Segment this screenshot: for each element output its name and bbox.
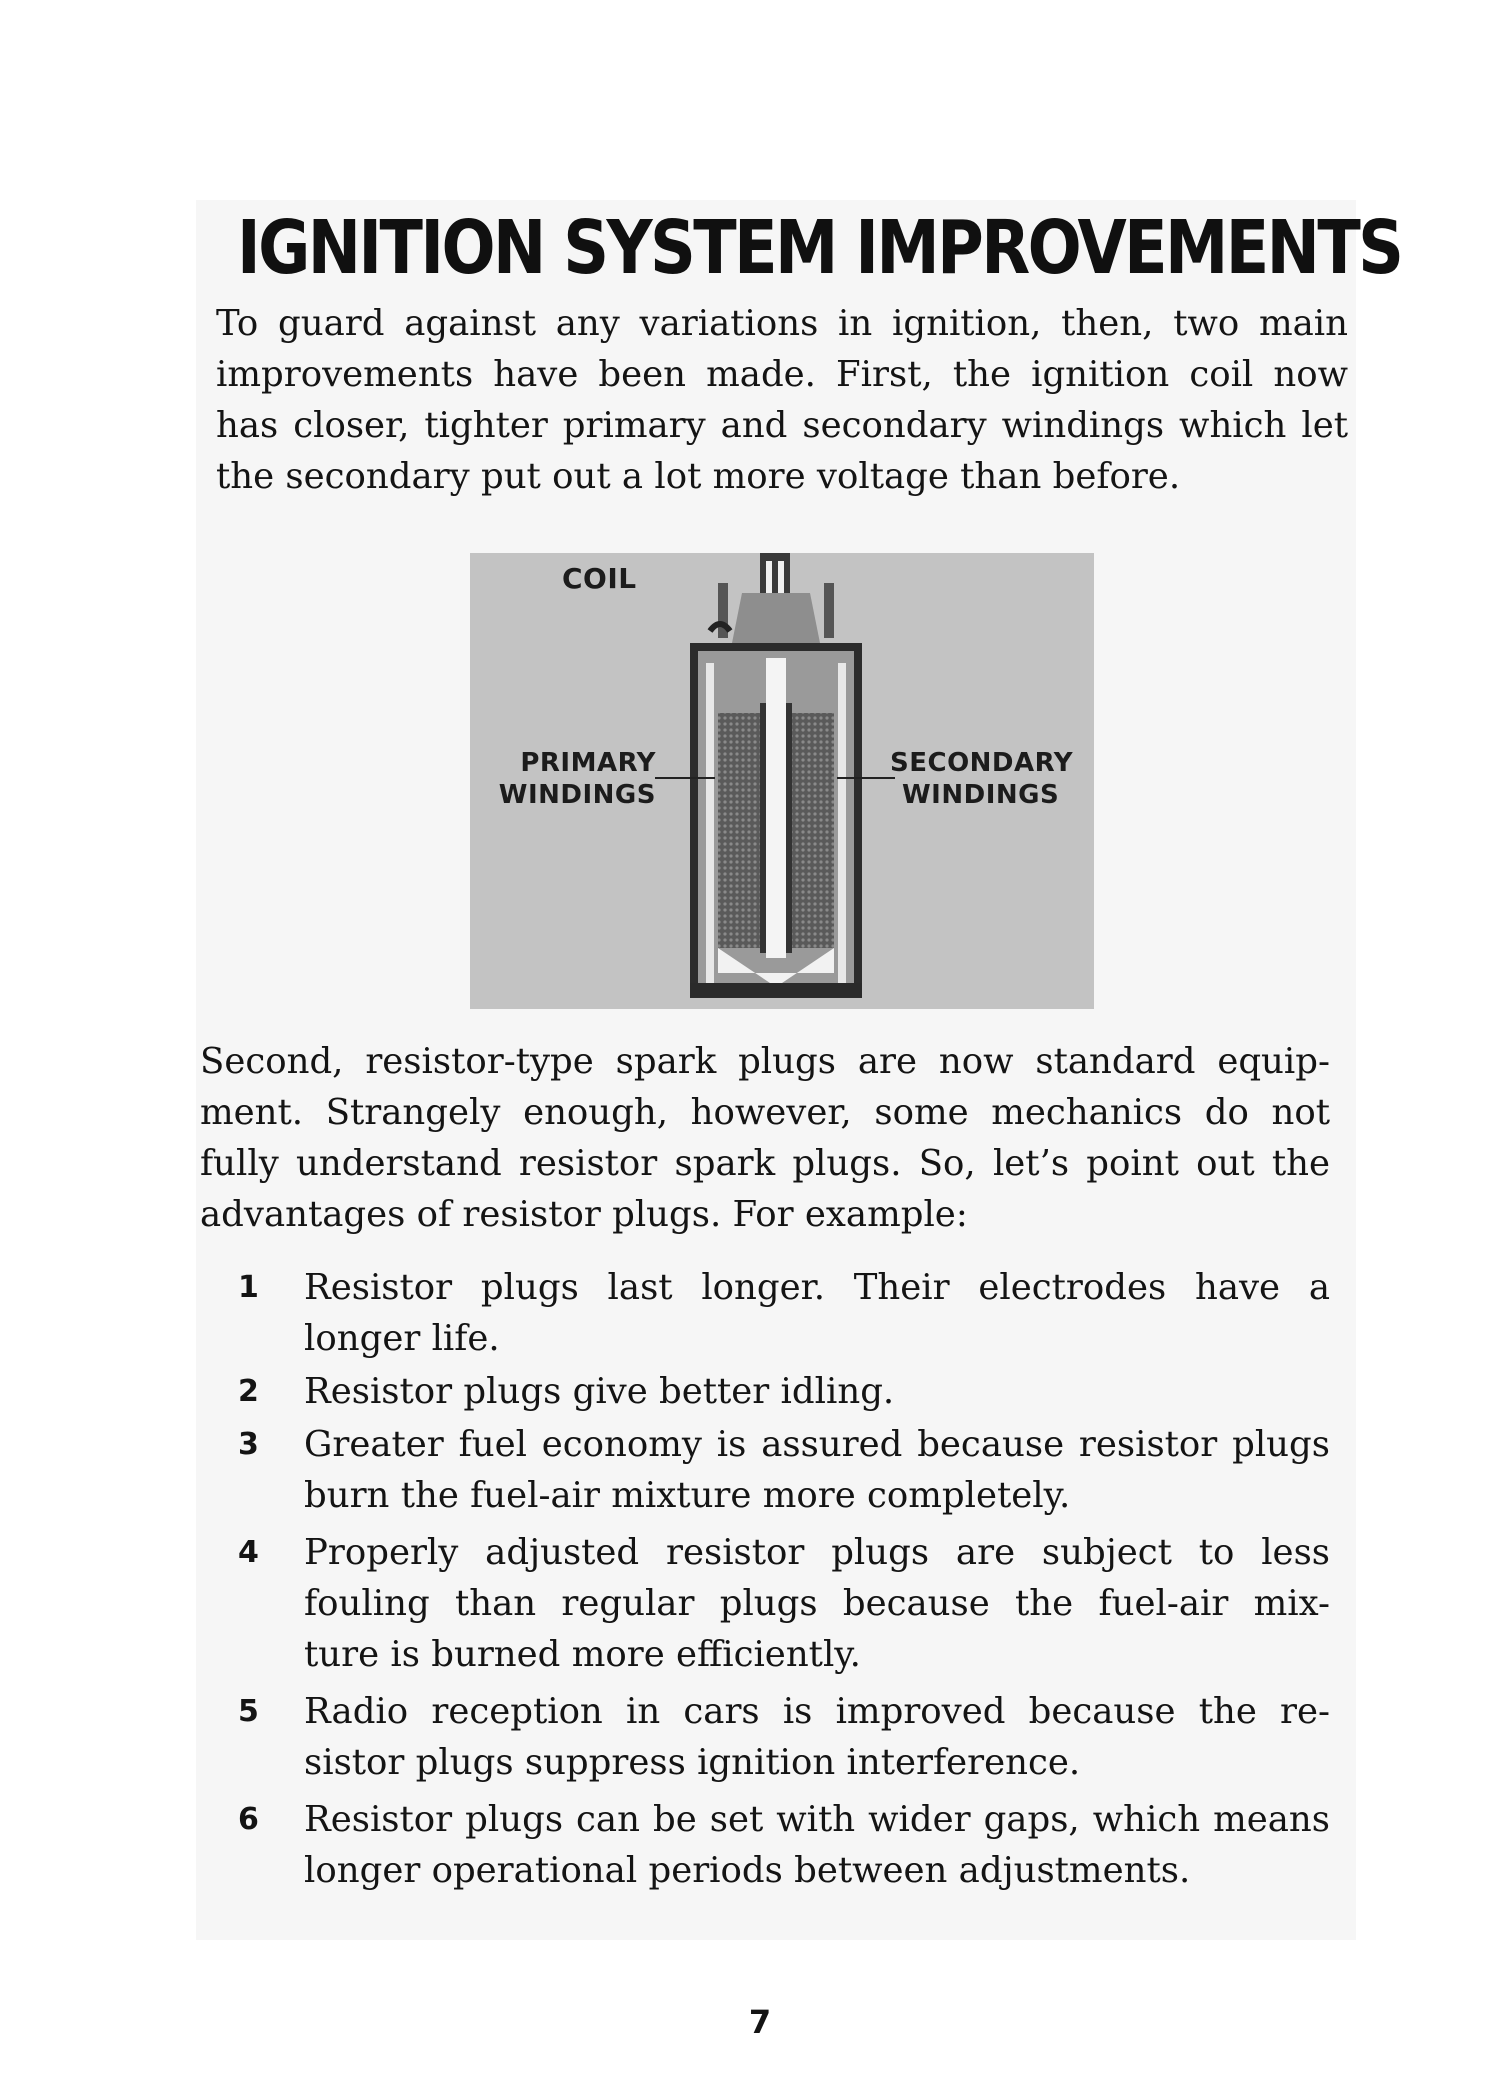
primary-windings-label-line-1: PRIMARY [520, 748, 656, 778]
second-line: Second, resistor-type spark plugs are now standard equip- [200, 1041, 1330, 1082]
second-line: fully understand resistor spark plugs. So, let’s point out the [200, 1143, 1330, 1184]
list-item-line: Radio reception in cars is improved because the re- [304, 1691, 1330, 1732]
list-item-line: sistor plugs suppress ignition interference. [304, 1742, 1081, 1783]
list-item-line: Greater fuel economy is assured because resistor plugs [304, 1424, 1330, 1465]
list-item-number: 2 [238, 1374, 259, 1409]
list-item-text [304, 1794, 1330, 1896]
list-item-line: longer life. [304, 1318, 500, 1359]
secondary-windings-label-line-1: SECONDARY [890, 748, 1074, 778]
list-item-number: 6 [238, 1802, 259, 1837]
page-title: IGNITION SYSTEM IMPROVEMENTS [237, 205, 1402, 291]
list-item-number: 1 [238, 1270, 259, 1305]
intro-line: improvements have been made. First, the ignition coil now [216, 354, 1348, 395]
list-item-line: fouling than regular plugs because the fuel-air mix- [304, 1583, 1330, 1624]
list-item-number: 4 [238, 1535, 259, 1570]
second-paragraph [200, 1036, 1330, 1240]
coil-label: COIL [562, 562, 637, 595]
intro-paragraph [216, 298, 1348, 502]
list-item-text [304, 1262, 1330, 1364]
second-line: ment. Strangely enough, however, some mechanics do not [200, 1092, 1330, 1133]
second-line: advantages of resistor plugs. For example: [200, 1194, 968, 1235]
intro-line: To guard against any variations in ignition, then, two main [216, 303, 1348, 344]
list-item-text [304, 1366, 1330, 1417]
list-item-line: Resistor plugs last longer. Their electrodes have a [304, 1267, 1330, 1308]
list-item-line: Properly adjusted resistor plugs are subject to less [304, 1532, 1330, 1573]
list-item-line: Resistor plugs give better idling. [304, 1371, 895, 1412]
coil-illustration [470, 553, 1094, 1009]
list-item-number: 5 [238, 1694, 259, 1729]
list-item-line: Resistor plugs can be set with wider gaps, which means [304, 1799, 1330, 1840]
list-item-text [304, 1527, 1330, 1680]
list-item-line: longer operational periods between adjustments. [304, 1850, 1191, 1891]
secondary-windings-label-line-2: WINDINGS [902, 780, 1060, 810]
list-item-text [304, 1419, 1330, 1521]
intro-line: the secondary put out a lot more voltage than before. [216, 456, 1181, 497]
list-item-number: 3 [238, 1427, 259, 1462]
page-number: 7 [748, 2003, 772, 2041]
list-item-text [304, 1686, 1330, 1788]
primary-windings-label-line-2: WINDINGS [498, 780, 656, 810]
intro-line: has closer, tighter primary and secondary windings which let [216, 405, 1348, 446]
list-item-line: burn the fuel-air mixture more completely. [304, 1475, 1071, 1516]
list-item-line: ture is burned more efficiently. [304, 1634, 861, 1675]
